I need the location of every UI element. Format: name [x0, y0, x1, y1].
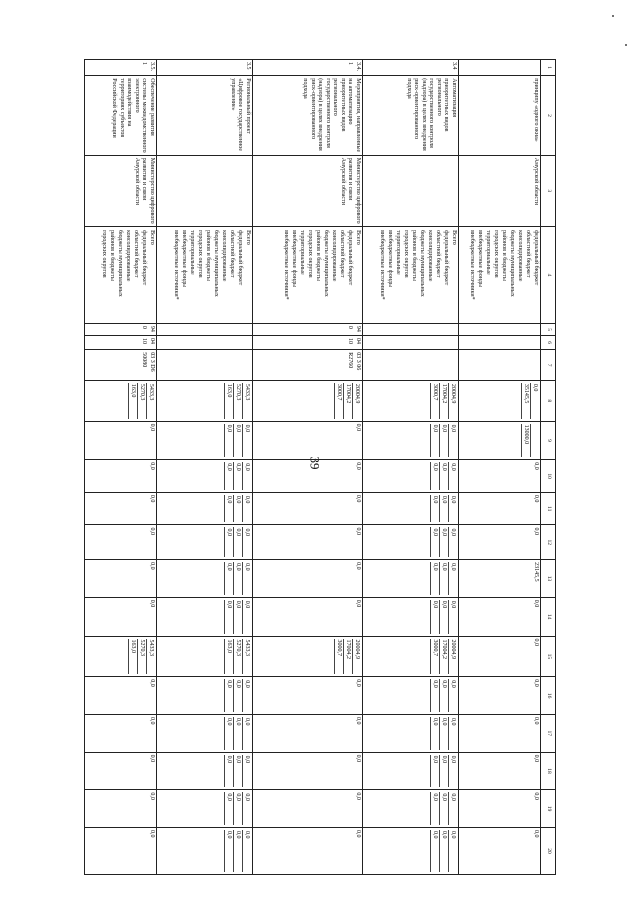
- measure-name: Региональный проект «Цифровое государственное управление»: [157, 76, 253, 155]
- cell-value: 0,0: [233, 717, 242, 750]
- cell-value: 0,0: [430, 462, 439, 490]
- cell-col-9: 0,0: [253, 421, 363, 460]
- cell-col-6: [459, 336, 541, 350]
- cell-value: 17004,2: [439, 639, 448, 675]
- cell-col-20: [363, 828, 459, 875]
- funding-source-line: федеральный бюджет: [347, 230, 353, 286]
- cell-value: 0,0: [439, 792, 448, 825]
- funding-source-line: районов и бюджеты: [315, 230, 321, 281]
- cell-col-14: [363, 597, 459, 636]
- cell-value: 0,0: [242, 424, 251, 458]
- column-header-14: 14: [541, 597, 556, 636]
- cell-col-17: 0,0: [85, 714, 157, 752]
- cell-col-9: [459, 421, 541, 460]
- funding-source-line: федеральный бюджет: [237, 230, 243, 286]
- cell-col-20: 0,0: [85, 828, 157, 875]
- cell-value: 0,0: [242, 462, 251, 490]
- cell-value: 0,0: [242, 562, 251, 595]
- funding-source-line: территориальные: [485, 230, 491, 275]
- cell-col-11: 0,0: [459, 492, 541, 525]
- measure-name: Автоматизация приоритетных видов регионального государственного контроля (надзора) в целях внедрения риск-ориентированного подхода: [363, 76, 459, 155]
- cell-value: 0,0: [439, 495, 448, 523]
- cell-col-13: [363, 560, 459, 598]
- cell-value: 0,0: [233, 755, 242, 788]
- table-body: [85, 60, 556, 875]
- funding-source-line: районов и бюджеты: [501, 230, 507, 281]
- funding-source-line: Всего: [451, 230, 457, 245]
- cell-value: 0,0: [448, 830, 457, 872]
- cell-value: 3000,7: [430, 383, 439, 419]
- funding-source-line: территориальные: [299, 230, 305, 275]
- cell-value: 17004,2: [343, 383, 352, 419]
- cell-col-5: 940: [85, 323, 157, 335]
- cell-col-6: 04 10: [253, 336, 363, 350]
- cell-col-7: [459, 350, 541, 381]
- row-number: 3.5.1: [85, 60, 157, 76]
- cell-value: 0,0: [448, 527, 457, 557]
- funding-source-line: районов и бюджеты: [205, 230, 211, 281]
- cell-col-13: 0,0: [85, 560, 157, 598]
- cell-col-18: 0,0: [253, 752, 363, 790]
- cell-col-13: [157, 560, 253, 598]
- table-row: [363, 60, 459, 875]
- cell-value: 20004,9: [352, 639, 361, 675]
- cell-value: 0,0: [242, 755, 251, 788]
- cell-value: 20004,9: [352, 383, 361, 419]
- cell-col-19: 0,0: [459, 790, 541, 828]
- page-number: 39: [307, 456, 323, 470]
- funding-source-line: консолидированные: [125, 230, 131, 282]
- responsible-executor: Министерство цифрового развития и связи Амурской области: [85, 155, 157, 226]
- funding-source-line: Всего: [355, 230, 361, 245]
- scan-mark: [625, 44, 627, 46]
- cell-col-16: [157, 677, 253, 715]
- column-header-13: 13: [541, 560, 556, 598]
- cell-value: 0,0: [224, 679, 233, 712]
- cell-col-15: [253, 636, 363, 677]
- cell-col-8: [253, 380, 363, 421]
- cell-value: 0,0: [439, 679, 448, 712]
- rotated-table-container: [102, 59, 556, 875]
- cell-value: 5270,3: [137, 383, 146, 419]
- measure-name: Мероприятия, направленные на автоматизацию приоритетных видов регионального государственного контроля (надзора) в целях внедрения риск-ориентированного подхода: [253, 76, 363, 155]
- column-header-17: 17: [541, 714, 556, 752]
- cell-value: 163,0: [224, 383, 233, 419]
- cell-value: 0,0: [233, 830, 242, 872]
- column-header-4: 4: [541, 227, 556, 324]
- funding-source-line: городских округов: [403, 230, 409, 278]
- cell-col-8: [157, 380, 253, 421]
- table-header-row: [541, 60, 556, 875]
- column-header-20: 20: [541, 828, 556, 875]
- cell-value: 0,0: [448, 600, 457, 634]
- funding-source-line: бюджеты муниципальных: [509, 230, 515, 297]
- cell-value: 0,0: [233, 495, 242, 523]
- cell-col-8: [363, 380, 459, 421]
- cell-col-8: [459, 380, 541, 421]
- cell-value: 0,0: [242, 527, 251, 557]
- funding-source-line: внебюджетные источники*: [379, 230, 385, 300]
- cell-col-5: [363, 323, 459, 335]
- cell-value: 0,0: [430, 717, 439, 750]
- cell-col-10: 0,0: [85, 460, 157, 493]
- cell-value: 163,0: [128, 639, 137, 675]
- funding-source-line: внебюджетные источники*: [173, 230, 179, 300]
- cell-col-19: [363, 790, 459, 828]
- funding-source-line: бюджеты муниципальных: [213, 230, 219, 297]
- funding-source-line: консолидированные: [221, 230, 227, 282]
- funding-source-line: областной бюджет: [435, 230, 441, 278]
- funding-sources: [363, 227, 459, 324]
- cell-col-19: [157, 790, 253, 828]
- measure-name: Обеспечение развития системы межведомственного электронного взаимодействия на территориях субъектов Российской Федерации: [85, 76, 157, 155]
- cell-col-9: [363, 421, 459, 460]
- cell-value: 0,0: [233, 462, 242, 490]
- cell-col-5: [459, 323, 541, 335]
- cell-value: 3000,7: [334, 639, 343, 675]
- cell-value: 0,0: [448, 679, 457, 712]
- cell-value: 0,0: [430, 562, 439, 595]
- cell-col-11: 0,0: [85, 492, 157, 525]
- cell-value: 5433,3: [242, 383, 251, 419]
- cell-value: 5433,3: [146, 383, 155, 419]
- cell-value: 0,0: [448, 424, 457, 458]
- cell-value: 5270,3: [233, 639, 242, 675]
- column-header-11: 11: [541, 492, 556, 525]
- cell-col-7: [157, 350, 253, 381]
- cell-col-15: [157, 636, 253, 677]
- column-header-15: 15: [541, 636, 556, 677]
- cell-value: 0,0: [233, 679, 242, 712]
- funding-source-line: внебюджетные фонды: [291, 230, 297, 287]
- cell-value: 0,0: [430, 495, 439, 523]
- column-header-9: 9: [541, 421, 556, 460]
- cell-value: 5433,3: [146, 639, 155, 675]
- column-header-16: 16: [541, 677, 556, 715]
- cell-value: 0,0: [439, 424, 448, 458]
- document-table-area: [102, 59, 556, 875]
- cell-col-12: 0,0: [85, 525, 157, 560]
- column-header-8: 8: [541, 380, 556, 421]
- funding-source-line: бюджеты муниципальных: [117, 230, 123, 297]
- cell-col-11: [157, 492, 253, 525]
- cell-value: 0,0: [242, 600, 251, 634]
- cell-value: 0,0: [439, 600, 448, 634]
- cell-value: 0,0: [233, 792, 242, 825]
- cell-col-5: 940: [253, 323, 363, 335]
- cell-col-11: [363, 492, 459, 525]
- cell-col-6: [363, 336, 459, 350]
- funding-source-line: внебюджетные фонды: [181, 230, 187, 287]
- column-header-7: 7: [541, 350, 556, 381]
- funding-source-line: городских округов: [197, 230, 203, 278]
- funding-source-line: областной бюджет: [339, 230, 345, 278]
- funding-source-line: бюджеты муниципальных: [323, 230, 329, 297]
- cell-col-19: 0,0: [85, 790, 157, 828]
- cell-value: 0,0: [430, 424, 439, 458]
- responsible-executor: Амурской области: [459, 155, 541, 226]
- cell-value: 0,0: [224, 717, 233, 750]
- funding-source-line: территориальные: [395, 230, 401, 275]
- cell-value: 5270,3: [137, 639, 146, 675]
- funding-source-line: районов и бюджеты: [411, 230, 417, 281]
- cell-col-10: [157, 460, 253, 493]
- funding-sources: [157, 227, 253, 324]
- cell-value: 20004,9: [448, 383, 457, 419]
- cell-col-12: 0,0: [459, 525, 541, 560]
- table-row: [85, 60, 157, 875]
- table-row: [253, 60, 363, 875]
- cell-value: 0,0: [242, 495, 251, 523]
- cell-value: 0,0: [439, 830, 448, 872]
- cell-value: 0,0: [439, 717, 448, 750]
- cell-col-9: 0,0: [85, 421, 157, 460]
- cell-value: 0,0: [224, 830, 233, 872]
- column-header-10: 10: [541, 460, 556, 493]
- cell-value: 0,0: [224, 527, 233, 557]
- cell-col-15: [363, 636, 459, 677]
- cell-value: 0,0: [430, 755, 439, 788]
- cell-col-14: 0,0: [459, 597, 541, 636]
- cell-col-10: 0,0: [459, 460, 541, 493]
- table-row: [157, 60, 253, 875]
- cell-col-15: [85, 636, 157, 677]
- funding-source-line: внебюджетные источники*: [469, 230, 475, 300]
- cell-col-16: [363, 677, 459, 715]
- cell-value: 163,0: [224, 639, 233, 675]
- responsible-executor: [363, 155, 459, 226]
- cell-value: 0,0: [224, 562, 233, 595]
- cell-value: 0,0: [439, 562, 448, 595]
- column-header-18: 18: [541, 752, 556, 790]
- cell-value: 0,0: [224, 424, 233, 458]
- document-table: [84, 59, 556, 875]
- cell-value: 17004,2: [439, 383, 448, 419]
- funding-source-line: областной бюджет: [525, 230, 531, 278]
- column-header-3: 3: [541, 155, 556, 226]
- funding-source-line: городских округов: [307, 230, 313, 278]
- column-header-6: 6: [541, 336, 556, 350]
- cell-col-17: [363, 714, 459, 752]
- responsible-executor: [157, 155, 253, 226]
- cell-value: 0,0: [224, 600, 233, 634]
- cell-value: [530, 424, 539, 458]
- funding-source-line: федеральный бюджет: [443, 230, 449, 286]
- cell-value: 5433,3: [242, 639, 251, 675]
- cell-value: 20004,9: [448, 639, 457, 675]
- cell-value: 0,0: [242, 679, 251, 712]
- cell-value: 0,0: [430, 830, 439, 872]
- funding-source-line: территориальные: [189, 230, 195, 275]
- cell-value: 0,0: [448, 495, 457, 523]
- funding-source-line: федеральный бюджет: [533, 230, 539, 286]
- cell-value: 0,0: [242, 717, 251, 750]
- cell-col-6: 04 10: [85, 336, 157, 350]
- cell-value: 13000,0: [521, 424, 530, 458]
- cell-value: 0,0: [430, 600, 439, 634]
- column-header-5: 5: [541, 323, 556, 335]
- funding-source-line: внебюджетные фонды: [477, 230, 483, 287]
- funding-source-line: консолидированные: [331, 230, 337, 282]
- cell-col-16: 0,0: [459, 677, 541, 715]
- cell-col-17: 0,0: [253, 714, 363, 752]
- funding-source-line: федеральный бюджет: [141, 230, 147, 286]
- cell-col-12: [157, 525, 253, 560]
- cell-col-5: [157, 323, 253, 335]
- cell-col-14: [157, 597, 253, 636]
- funding-source-line: внебюджетные источники*: [283, 230, 289, 300]
- cell-col-14: 0,0: [85, 597, 157, 636]
- cell-col-8: [85, 380, 157, 421]
- column-header-19: 19: [541, 790, 556, 828]
- cell-value: 0,0: [233, 424, 242, 458]
- cell-value: 0,0: [224, 755, 233, 788]
- cell-value: 0,0: [224, 792, 233, 825]
- cell-value: 0,0: [233, 527, 242, 557]
- funding-sources: [459, 227, 541, 324]
- scan-mark: [612, 15, 614, 17]
- cell-col-7: 03 3 D6 50080: [85, 350, 157, 381]
- cell-value: 3000,7: [334, 383, 343, 419]
- funding-source-line: консолидированные: [427, 230, 433, 282]
- cell-value: 17004,2: [343, 639, 352, 675]
- cell-col-20: [157, 828, 253, 875]
- cell-value: 0,0: [233, 600, 242, 634]
- cell-col-13: 0,0: [253, 560, 363, 598]
- funding-source-line: консолидированные: [517, 230, 523, 282]
- cell-value: 0,0: [242, 830, 251, 872]
- cell-col-20: 0,0: [459, 828, 541, 875]
- cell-col-7: [363, 350, 459, 381]
- funding-sources: [253, 227, 363, 324]
- cell-value: 3000,7: [430, 639, 439, 675]
- funding-source-line: городских округов: [101, 230, 107, 278]
- cell-value: 0,0: [430, 679, 439, 712]
- row-number: [459, 60, 541, 76]
- cell-value: 0,0: [448, 717, 457, 750]
- cell-value: 0,0: [224, 495, 233, 523]
- cell-value: 0,0: [430, 792, 439, 825]
- row-number: 3.5: [157, 60, 253, 76]
- cell-col-17: [157, 714, 253, 752]
- cell-value: 163,0: [128, 383, 137, 419]
- cell-col-10: [363, 460, 459, 493]
- cell-value: 0,0: [448, 755, 457, 788]
- cell-col-18: 0,0: [85, 752, 157, 790]
- cell-value: 0,0: [439, 527, 448, 557]
- cell-value: 35145,5: [521, 383, 530, 419]
- row-number: 3.4.1: [253, 60, 363, 76]
- funding-sources: [85, 227, 157, 324]
- measure-name: принципу «одного окна»: [459, 76, 541, 155]
- cell-col-14: 0,0: [253, 597, 363, 636]
- cell-value: 5270,3: [233, 383, 242, 419]
- cell-col-20: 0,0: [253, 828, 363, 875]
- cell-value: 0,0: [439, 755, 448, 788]
- funding-source-line: внебюджетные фонды: [387, 230, 393, 287]
- cell-value: 0,0: [224, 462, 233, 490]
- cell-col-11: 0,0: [253, 492, 363, 525]
- cell-value: 0,0: [448, 562, 457, 595]
- funding-source-line: областной бюджет: [133, 230, 139, 278]
- funding-source-line: бюджеты муниципальных: [419, 230, 425, 297]
- cell-col-19: 0,0: [253, 790, 363, 828]
- responsible-executor: Министерство цифрового развития и связи Амурской области: [253, 155, 363, 226]
- column-header-2: 2: [541, 76, 556, 155]
- cell-value: 0,0: [530, 383, 539, 419]
- cell-col-13: 23145,5: [459, 560, 541, 598]
- cell-value: 0,0: [448, 462, 457, 490]
- cell-col-18: [157, 752, 253, 790]
- cell-col-12: [363, 525, 459, 560]
- cell-value: 0,0: [242, 792, 251, 825]
- cell-col-16: 0,0: [85, 677, 157, 715]
- cell-col-15: 0,0: [459, 636, 541, 677]
- cell-col-16: 0,0: [253, 677, 363, 715]
- cell-value: 0,0: [233, 562, 242, 595]
- cell-col-10: 0,0: [253, 460, 363, 493]
- cell-col-18: [363, 752, 459, 790]
- row-number: 3.4: [363, 60, 459, 76]
- cell-col-18: 0,0: [459, 752, 541, 790]
- cell-col-9: [157, 421, 253, 460]
- funding-source-line: районов и бюджеты: [109, 230, 115, 281]
- cell-col-7: 03 3 06 R2760: [253, 350, 363, 381]
- funding-source-line: городских округов: [493, 230, 499, 278]
- cell-value: 0,0: [430, 527, 439, 557]
- funding-source-line: Всего: [149, 230, 155, 245]
- cell-col-12: 0,0: [253, 525, 363, 560]
- column-header-1: 1: [541, 60, 556, 76]
- table-row: [459, 60, 541, 875]
- cell-value: 0,0: [439, 462, 448, 490]
- cell-col-17: 0,0: [459, 714, 541, 752]
- cell-value: 0,0: [448, 792, 457, 825]
- funding-source-line: областной бюджет: [229, 230, 235, 278]
- funding-source-line: Всего: [245, 230, 251, 245]
- column-header-12: 12: [541, 525, 556, 560]
- cell-col-6: [157, 336, 253, 350]
